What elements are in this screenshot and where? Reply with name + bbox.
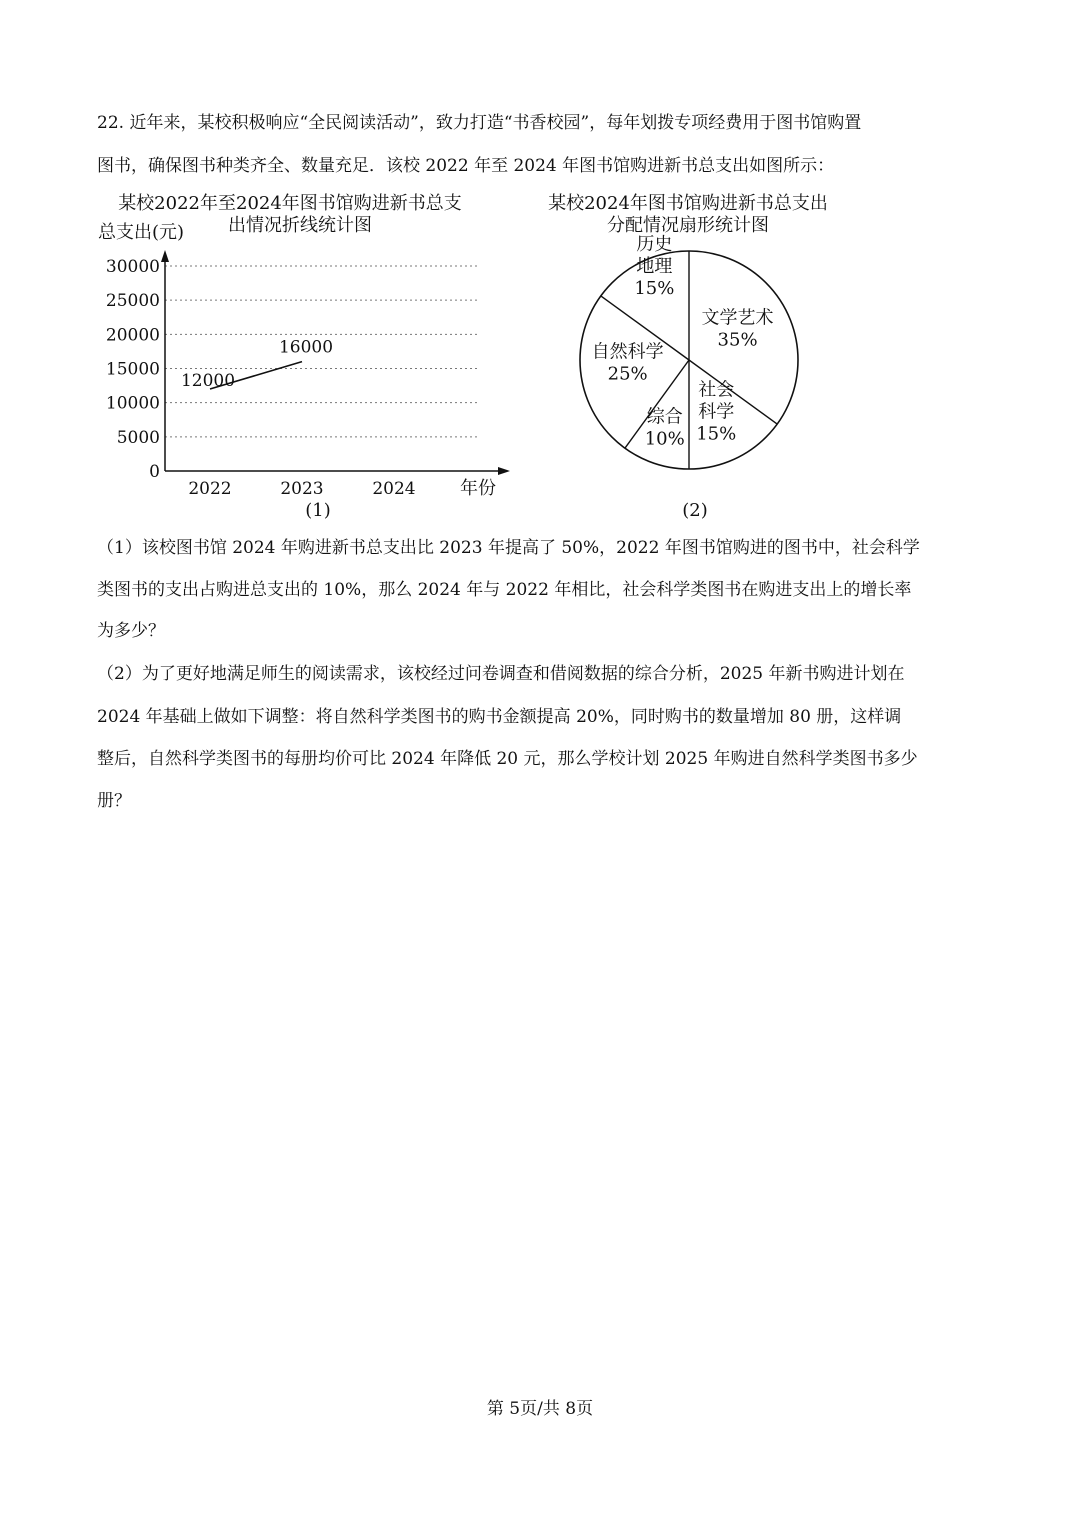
pie-slice-label: 科学 <box>698 401 735 423</box>
problem-intro-line-2: 图书，确保图书种类齐全、数量充足．该校 2022 年至 2024 年图书馆购进新书总支出如图所示： <box>97 156 835 176</box>
y-tick-label: 30000 <box>105 257 160 277</box>
x-tick-label: 2024 <box>372 479 416 499</box>
x-tick-label: 2023 <box>280 479 324 499</box>
pie-chart-title-1: 某校2024年图书馆购进新书总支出 <box>548 193 828 214</box>
line-chart-title-1: 某校2022年至2024年图书馆购进新书总支 <box>118 193 462 214</box>
pie-chart-caption: (2) <box>682 500 708 521</box>
pie-slice-label: 自然科学 <box>591 341 664 363</box>
x-axis-label: 年份 <box>460 478 496 499</box>
question-2-line-1: （2）为了更好地满足师生的阅读需求，该校经过问卷调查和借阅数据的综合分析，2025 年新书购进计划在 <box>97 664 905 684</box>
line-chart-title-2: 出情况折线统计图 <box>228 215 372 236</box>
pie-slice-percent: 35% <box>717 329 758 351</box>
y-tick-label: 0 <box>149 462 160 482</box>
pie-chart <box>580 234 798 469</box>
question-1-line-1: （1）该校图书馆 2024 年购进新书总支出比 2023 年提高了 50%，2022 年图书馆购进的图书中，社会科学 <box>97 538 920 558</box>
y-axis-arrow <box>161 250 169 262</box>
line-chart-caption: (1) <box>305 500 331 521</box>
y-tick-label: 25000 <box>105 291 160 312</box>
y-tick-label: 20000 <box>105 325 160 346</box>
pie-slice-percent: 15% <box>634 278 675 300</box>
y-tick-label: 5000 <box>116 427 160 448</box>
x-axis-arrow <box>498 467 510 475</box>
pie-slice-label: 文学艺术 <box>701 307 774 329</box>
pie-slice-percent: 15% <box>696 423 737 445</box>
figures <box>0 0 1080 530</box>
pie-slice-label: 历史 <box>636 234 673 256</box>
pie-slice-percent: 10% <box>644 428 685 450</box>
y-tick-label: 15000 <box>105 359 160 380</box>
question-2-line-3: 整后，自然科学类图书的每册均价可比 2024 年降低 20 元，那么学校计划 2025 年购进自然科学类图书多少 <box>97 749 918 769</box>
data-label-2023: 16000 <box>278 337 334 358</box>
x-tick-label: 2022 <box>188 479 232 499</box>
pie-chart-title-2: 分配情况扇形统计图 <box>607 215 769 236</box>
y-tick-label: 10000 <box>105 393 160 414</box>
pie-slice-label: 综合 <box>646 406 683 428</box>
data-label-2022: 12000 <box>180 371 236 391</box>
question-1-line-2: 类图书的支出占购进总支出的 10%，那么 2024 年与 2022 年相比，社会科学类图书在购进支出上的增长率 <box>97 580 912 600</box>
problem-intro-line-1: 22. 近年来，某校积极响应“全民阅读活动”，致力打造“书香校园”，每年划拨专项经费用于图书馆购置 <box>97 113 862 133</box>
pie-slice-label: 地理 <box>636 256 673 278</box>
question-2-line-2: 2024 年基础上做如下调整：将自然科学类图书的购书金额提高 20%，同时购书的数量增加 80 册，这样调 <box>97 707 902 727</box>
line-chart <box>106 250 510 499</box>
question-1-line-3: 为多少？ <box>97 621 165 641</box>
y-axis-label: 总支出(元) <box>98 222 185 243</box>
pie-slice-percent: 25% <box>607 363 648 385</box>
pie-slice-label: 社会 <box>698 379 735 401</box>
question-2-line-4: 册？ <box>97 791 131 811</box>
page-footer: 第 5页/共 8页 <box>486 1399 594 1419</box>
